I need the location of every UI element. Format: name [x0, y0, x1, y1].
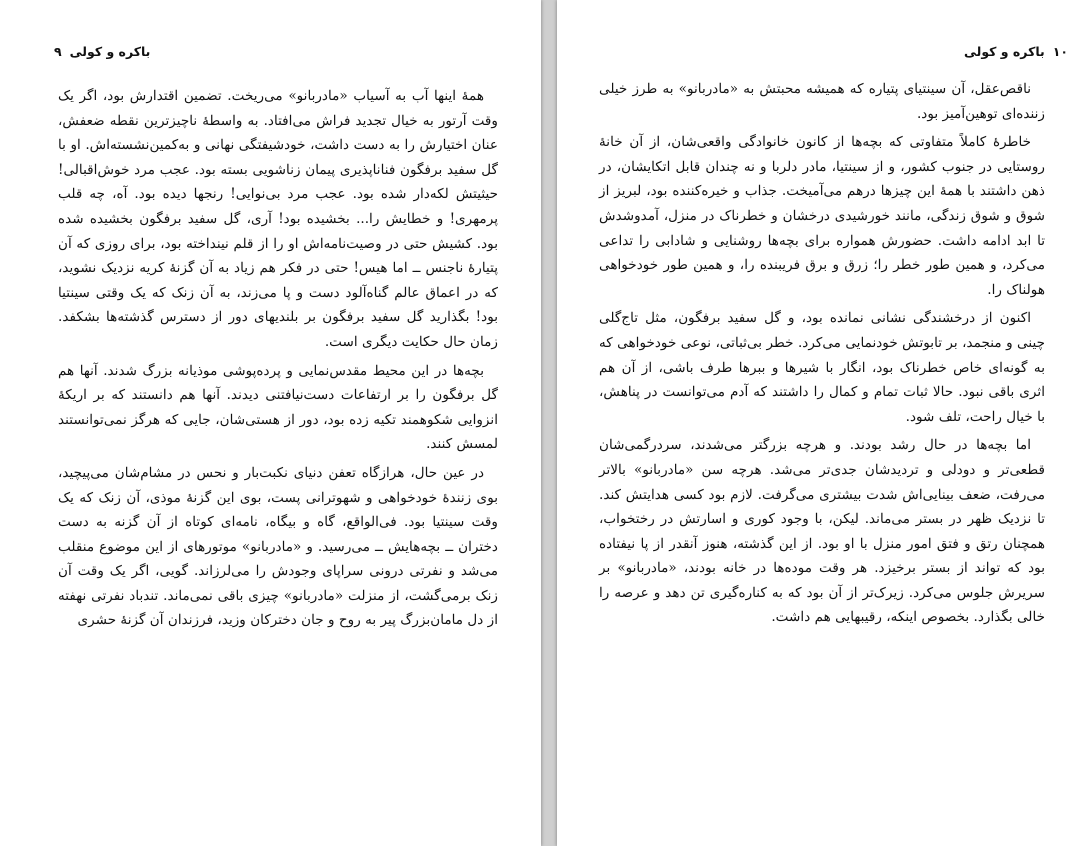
- paragraph: خاطرهٔ کاملاً متفاوتی که بچه‌ها از کانون خانوادگی واقعی‌شان، از آن خانهٔ روستایی در جنوب کشور، و از سینتیا، مادر دلربا و نه چندان قابل اتکایشان، در ذهن داشتند با همهٔ این چیزها درهم می‌آمیخت. جذاب و خیره‌کننده بود، لبریز از شوق و شوق زندگی، مانند خورشیدی درخشان و خطرناک در منزل، آمدوشدش تا ابد ادامه داشت. حضورش همواره برای بچه‌ها روشنایی و شادابی را تداعی می‌کرد، و همین طور خطر را؛ زرق و برق فریبنده را، و همین طور خودخواهی هولناک را.: [599, 134, 1045, 298]
- paragraph: اما بچه‌ها در حال رشد بودند. و هرچه بزرگتر می‌شدند، سردرگمی‌شان قطعی‌تر و دودلی و تردیدشان جدی‌تر می‌شد. هرچه سن «مادربانو» بالاتر می‌رفت، ضعف بینایی‌اش شدت بیشتری می‌گرفت. لازم بود کسی هدایتش کند. تا نزدیک ظهر در بستر می‌ماند. لیکن، با وجود کوری و اسارتش در رختخواب، همچنان رتق و فتق امور منزل با او بود. از این گذشته، هنوز آنقدر از پا نیفتاده بود که تواند از بستر برخیزد. هر وقت موده‌ها در خانه بودند، «مادربانو» بر سریرش جلوس می‌کرد. زیرک‌تر از آن بود که به کناره‌گیری تن دهد و عرصه را خالی بگذارد. بخصوص اینکه، رقیبهایی هم داشت.: [599, 437, 1045, 626]
- page-number: ۱۰: [1052, 44, 1068, 59]
- paragraph: بچه‌ها در این محیط مقدس‌نمایی و پرده‌پوشی موذیانه بزرگ شدند. آنها هم گل برفگون را بر ارتفاعات دست‌نیافتنی دیدند. آنها هم دانستند که بر اریکهٔ انزوایی شکوهمند تکیه زده بود، دور از هستی‌شان، جایی که هرگز نمی‌توانستند لمسش کنند.: [58, 362, 498, 453]
- paragraph: در عین حال، هرازگاه تعفن دنیای نکبت‌بار و نحس در مشام‌شان می‌پیچید، بوی زنندهٔ خودخواهی و شهوترانی پست، بوی این گزنهٔ موذی، آن زنک که یک وقت سینتیا بود. فی‌الواقع، گاه و بیگاه، نامه‌ای کوتاه از آن گزنه به دست دختران ــ بچه‌هایش ــ می‌رسید. و «مادربانو» موتورهای از این موضوع منقلب می‌شد و نفرتی درونی سراپای وجودش را می‌لرزاند. گویی، اگر یک وقت آن زنک برمی‌گشت، از منزلت «مادربانو» چیزی باقی نمی‌ماند. تندباد نفرتی نهفته از دل مامان‌بزرگ پیر به روح و جان دخترکان وزید، فرزندان آن گزنهٔ حشری: [58, 464, 498, 629]
- running-title: باکره و کولی: [69, 44, 151, 59]
- page-header: [964, 44, 1068, 59]
- paragraph: اکنون از درخشندگی نشانی نمانده بود، و گل سفید برفگون، مثل تاج‌گلی چینی و منجمد، بر تابوتش خودنمایی می‌کرد. خطر بی‌ثباتی، نوعی خودخواهی که به گونه‌ای خاص خطرناک بود، انگار با شیرها و ببرها طرف باشی، از آن هم اثری باقی نبود. حالا ثبات تمام و کمال را داشتند که آدم می‌توانست در پناهش، با خیال راحت، تلف شود.: [599, 310, 1045, 425]
- page-header: [54, 44, 150, 59]
- page-body: [599, 77, 1045, 634]
- page-body: [58, 84, 498, 637]
- paragraph: ناقص‌عقل، آن سینتیای پتیاره که همیشه محبتش به «مادربانو» به طرز خیلی زننده‌ای توهین‌آمیز بود.: [599, 81, 1045, 122]
- page-number: ۹: [54, 44, 62, 59]
- running-title: باکره و کولی: [964, 44, 1045, 59]
- page-left: [0, 0, 541, 846]
- page-right: [557, 0, 1092, 846]
- paragraph: همهٔ اینها آب به آسیاب «مادربانو» می‌ریخت. تضمین اقتدارش بود، اگر یک وقت آرتور به خیال تجدید فراش می‌افتاد. به واسطهٔ ناچیزترین نقطه ضعفش، عنان اختیارش را به دست داشت، خودشیفتگی نهانی و به‌کمین‌نشسته‌اش. او با گل سفید برفگون فناناپذیری پیمان زناشویی بسته بود. عجب مرد خوش‌اقبالی! حیثیتش لکه‌دار شده بود. عجب مرد بی‌نوایی! رنجها دیده بود. آه، چه قلب پرمهری! و خطایش را... بخشیده بود! آری، گل سفید برفگون بخشیده شده بود. کشیش حتی در وصیت‌نامه‌اش او را از قلم نینداخته بود، برای روزی که آن پتیارهٔ ناجنس ــ اما هیس! حتی در فکر هم زیاد به آن گزنهٔ کریه نزدیک نشوید، که در اعماق عالم گناه‌آلود دست و پا می‌زند، به آن زنک که یک وقتی سینتیا بود! بگذارید گل سفید برفگون بر بلندیهای دور از دسترس گذشته‌ها بشکفد. زمان حال حکایت دیگری است.: [58, 88, 498, 350]
